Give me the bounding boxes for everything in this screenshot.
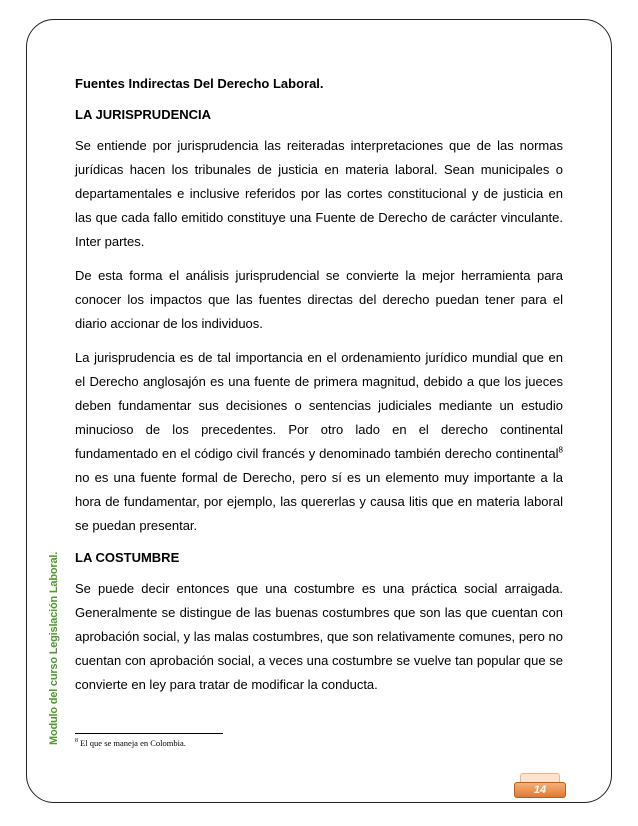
paragraph-text: no es una fuente formal de Derecho, pero sí es un elemento muy importante a la hora de fundamentar, por ejemplo, las quererlas y causa litis que en materia laboral se puedan presentar. — [75, 470, 563, 533]
footnote-number: 8 — [75, 738, 78, 745]
footnote — [75, 738, 186, 748]
heading-jurisprudencia: LA JURISPRUDENCIA — [75, 107, 212, 122]
paragraph-jurisprudencia-3 — [75, 346, 563, 538]
paragraph-costumbre-1: Se puede decir entonces que una costumbre es una práctica social arraigada. Generalmente se distingue de las buenas costumbres que son las que cuentan con aprobación social, y las malas costumbres, que son relativamente comunes, pero no cuentan con aprobación social, a veces una costumbre se vuelve tan popular que se convierte en ley para tratar de modificar la conducta. — [75, 581, 563, 692]
footnote-divider — [75, 733, 223, 734]
side-label: Modulo del curso Legislación Laboral. — [48, 551, 60, 745]
section-title: Fuentes Indirectas Del Derecho Laboral. — [75, 76, 324, 91]
heading-costumbre: LA COSTUMBRE — [75, 550, 180, 565]
paragraph-text: La jurisprudencia es de tal importancia en el ordenamiento jurídico mundial que en el Derecho anglosajón es una fuente de primera magnitud, debido a que los jueces deben fundamentar sus decisiones o sentencias judiciales mediante un estudio minucioso de los precedentes. Por otro lado en el derecho continental fundamentado en el código civil francés y denominado también derecho continental — [75, 350, 563, 461]
paragraph-jurisprudencia-2: De esta forma el análisis jurisprudencial se convierte la mejor herramienta para conocer los impactos que las fuentes directas del derecho puedan tener para el diario accionar de los individuos. — [75, 268, 563, 331]
document-body — [75, 76, 563, 697]
page-number-badge: 14 — [514, 782, 566, 798]
footnote-text: El que se maneja en Colombia. — [80, 738, 186, 748]
paragraph-jurisprudencia-1: Se entiende por jurisprudencia las reiteradas interpretaciones que de las normas jurídicas hacen los tribunales de justicia en materia laboral. Sean municipales o departamentales e inclusive referidos por las cortes constitucional y de justicia en las que cada fallo emitido constituye una Fuente de Derecho de carácter vinculante. Inter partes. — [75, 138, 563, 249]
footnote-reference[interactable]: 8 — [558, 445, 563, 455]
